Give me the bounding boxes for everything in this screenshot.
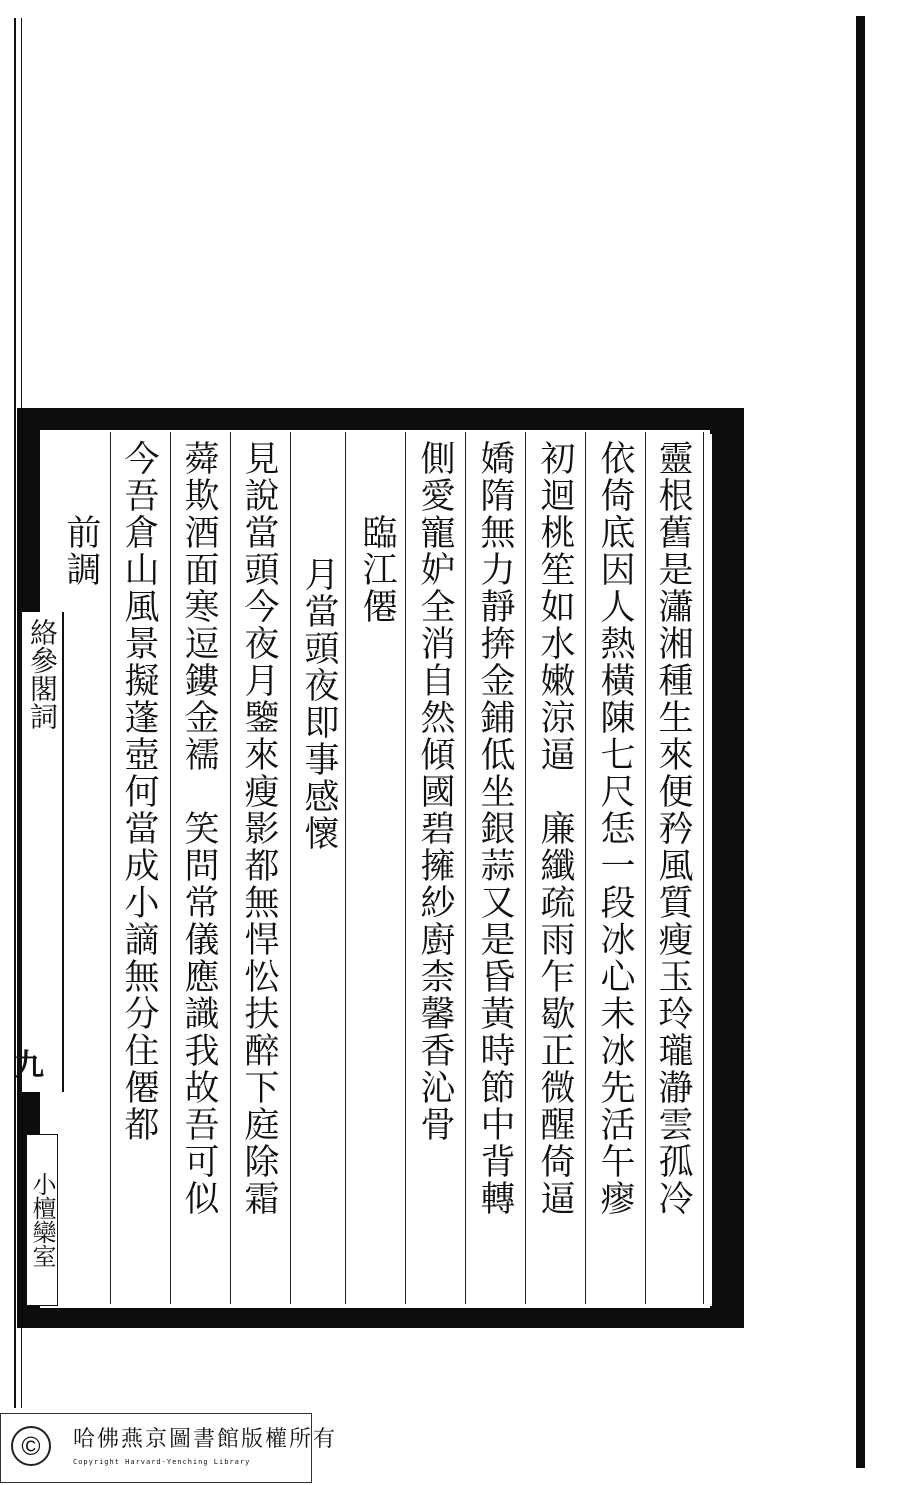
tune-title-linjiangxian: 臨江僊 <box>357 514 397 625</box>
stamp-english: Copyright Harvard-Yenching Library <box>73 1458 251 1466</box>
text-column-3: 初迴桃笙如水嫩涼逼 廉纖疏雨乍歇正微醒倚逼 <box>535 440 575 1217</box>
hall-name: 小檀欒室 <box>26 1134 58 1306</box>
column-rule <box>170 432 171 1304</box>
spine-title: 絡參閣詞 <box>26 618 59 730</box>
text-column-8: 見說當頭今夜月鑒來瘦影都無悍忪扶醉下庭除霜 <box>239 440 279 1217</box>
column-rule <box>290 432 291 1304</box>
tune-title-qiandiao: 前調 <box>61 514 101 588</box>
left-margin-rule <box>14 18 16 1408</box>
page-frame-right <box>712 408 744 1326</box>
text-column-10: 今吾倉山風景擬蓬壺何當成小謫無分住僊都 <box>119 440 159 1143</box>
text-column-4: 嬌隋無力靜捹金鋪低坐銀蒜又是昏黃時節中背轉 <box>475 440 515 1217</box>
column-rule <box>230 432 231 1304</box>
page-number: 九 <box>14 1048 44 1083</box>
page-frame-bottom <box>17 1306 744 1328</box>
column-rule <box>465 432 466 1304</box>
column-rule <box>585 432 586 1304</box>
column-rule <box>525 432 526 1304</box>
text-column-9: 蕣欺酒面寒逗鏤金襦 笑問常儀應識我故吾可似 <box>179 440 219 1217</box>
column-rule <box>345 432 346 1304</box>
stamp-chinese: 哈佛燕京圖書館版權所有 <box>73 1427 338 1452</box>
column-rule <box>110 432 111 1304</box>
text-column-5: 側愛寵妒全消自然傾國碧擁紗廚柰馨香沁骨 <box>415 440 455 1143</box>
right-edge-bar <box>856 16 865 1468</box>
poem-subtitle: 月當頭夜即事感懷 <box>299 556 339 852</box>
copyright-icon: © <box>11 1426 51 1466</box>
text-column-1: 靈根舊是瀟湘種生來便矜風質瘦玉玲瓏瀞雲孤冷 <box>653 440 693 1217</box>
column-rule <box>645 432 646 1304</box>
text-column-2: 依倚底因人熱橫陳七尺恁一段冰心未冰先活午瘳 <box>595 440 635 1217</box>
column-rule <box>405 432 406 1304</box>
copyright-stamp <box>0 1413 338 1483</box>
column-rule <box>703 432 704 1304</box>
spine-cartouche <box>20 612 64 1092</box>
